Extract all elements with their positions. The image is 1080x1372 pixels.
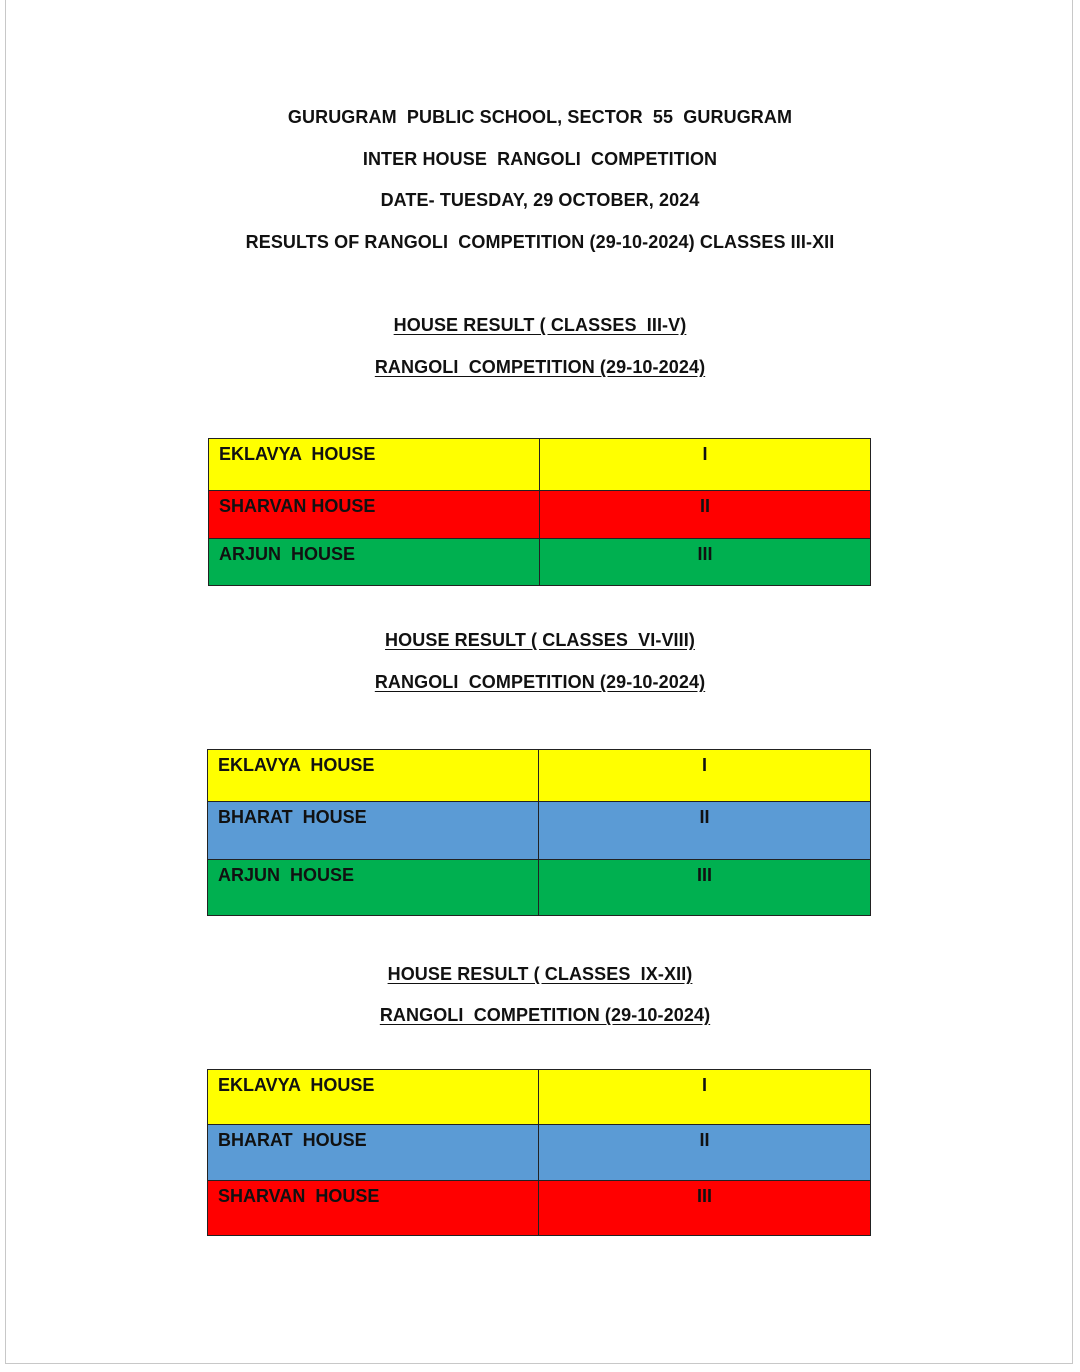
house-name-cell: ARJUN HOUSE bbox=[209, 539, 540, 586]
house-name-cell: BHARAT HOUSE bbox=[208, 802, 539, 860]
result-table bbox=[208, 438, 871, 586]
section-subtitle: RANGOLI COMPETITION (29-10-2024) bbox=[374, 357, 706, 377]
section-title: HOUSE RESULT ( CLASSES III-V) bbox=[393, 315, 687, 335]
house-name-cell: EKLAVYA HOUSE bbox=[209, 439, 540, 491]
school-name: GURUGRAM PUBLIC SCHOOL, SECTOR 55 GURUGRAM bbox=[287, 107, 793, 127]
position-cell: I bbox=[540, 439, 871, 491]
position-cell: II bbox=[539, 1125, 871, 1181]
table-row bbox=[209, 439, 871, 491]
table-row bbox=[208, 802, 871, 860]
house-name-cell: EKLAVYA HOUSE bbox=[208, 750, 539, 802]
house-name-cell: BHARAT HOUSE bbox=[208, 1125, 539, 1181]
house-name-cell: EKLAVYA HOUSE bbox=[208, 1070, 539, 1125]
table-row bbox=[208, 1181, 871, 1236]
table-row bbox=[209, 539, 871, 586]
section-subtitle: RANGOLI COMPETITION (29-10-2024) bbox=[374, 672, 706, 692]
house-name-cell: SHARVAN HOUSE bbox=[208, 1181, 539, 1236]
section-title: HOUSE RESULT ( CLASSES VI-VIII) bbox=[385, 630, 695, 650]
house-name-cell: SHARVAN HOUSE bbox=[209, 491, 540, 539]
result-table bbox=[207, 749, 871, 916]
position-cell: III bbox=[539, 860, 871, 916]
table-row bbox=[208, 750, 871, 802]
position-cell: I bbox=[539, 1070, 871, 1125]
result-table bbox=[207, 1069, 871, 1236]
position-cell: III bbox=[539, 1181, 871, 1236]
table-row bbox=[209, 491, 871, 539]
results-title: RESULTS OF RANGOLI COMPETITION (29-10-2024) CLASSES III-XII bbox=[245, 232, 835, 252]
event-date: DATE- TUESDAY, 29 OCTOBER, 2024 bbox=[380, 190, 700, 210]
table-row bbox=[208, 860, 871, 916]
event-title: INTER HOUSE RANGOLI COMPETITION bbox=[362, 149, 718, 169]
table-row bbox=[208, 1125, 871, 1181]
position-cell: III bbox=[540, 539, 871, 586]
table-row bbox=[208, 1070, 871, 1125]
position-cell: II bbox=[540, 491, 871, 539]
section-title: HOUSE RESULT ( CLASSES IX-XII) bbox=[387, 964, 693, 984]
position-cell: I bbox=[539, 750, 871, 802]
section-subtitle: RANGOLI COMPETITION (29-10-2024) bbox=[379, 1005, 711, 1025]
house-name-cell: ARJUN HOUSE bbox=[208, 860, 539, 916]
position-cell: II bbox=[539, 802, 871, 860]
